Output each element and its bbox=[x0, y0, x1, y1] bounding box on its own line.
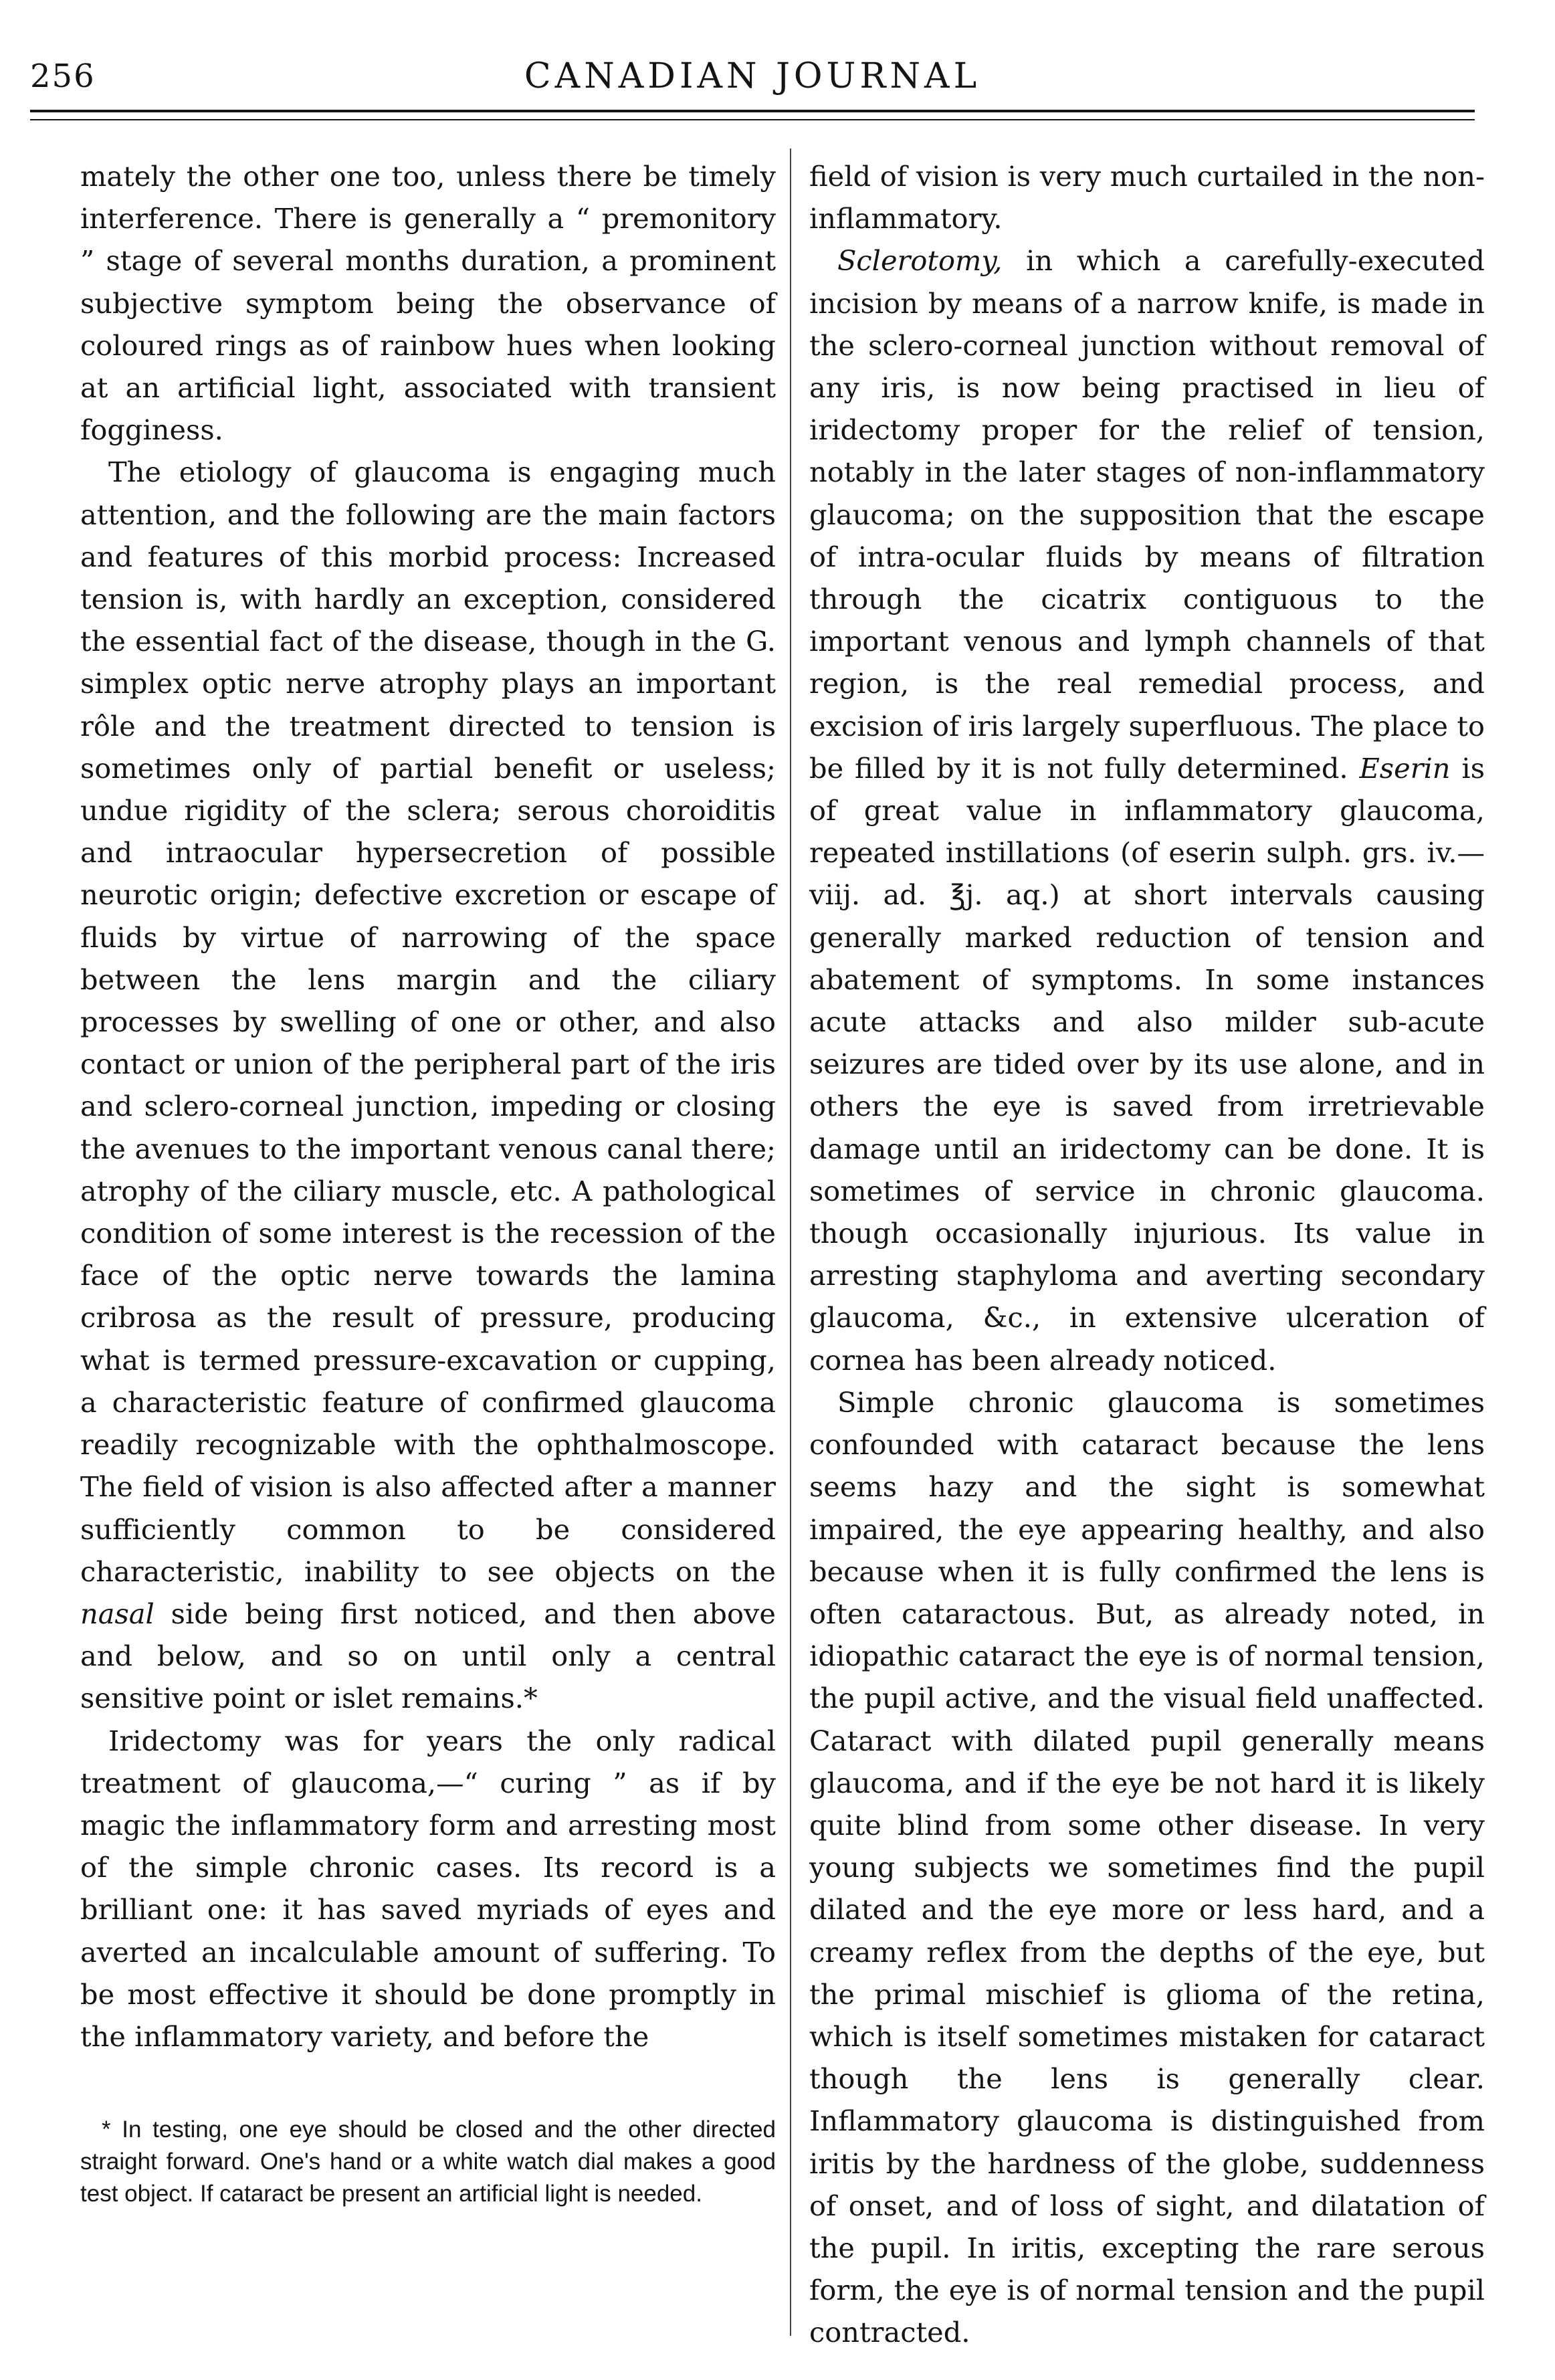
paragraph: mately the other one too, unless there be timely interference. There is generally a “ premonitory ” stage of several months duration, a prominent subjective symptom being the observance of coloured rings as of rainbow hues when looking at an artificial light, associated with transient fogginess. bbox=[80, 160, 776, 447]
paragraph-text: in which a carefully-executed incision by means of a narrow knife, is made in the sclero-corneal junction without removal of any iris, is now being practised in lieu of iridectomy proper for the relief of tension, notably in the later stages of non-inflammatory glaucoma; on the supposition that the escape of intra-ocular fluids by means of filtration through the cicatrix contiguous to the important venous and lymph channels of that region, is the real remedial process, and excision of iris largely superfluous. The place to be filled by it is not fully determined. bbox=[809, 244, 1485, 785]
paragraph-text: is of great value in inflammatory glaucoma, repeated instillations (of eserin sulph. grs. iv.—viij. ad. ℥j. aq.) at short intervals causing generally marked reduction of tension and abatement of symptoms. In some instances acute attacks and also milder sub-acute seizures are tided over by its use alone, and in others the eye is saved from irretrievable damage until an iridectomy can be done. It is sometimes of service in chronic glaucoma. though occasionally injurious. Its value in arresting staphyloma and averting secondary glaucoma, &c., in extensive ulceration of cornea has been already noticed. bbox=[809, 751, 1485, 1377]
paragraph bbox=[80, 451, 776, 1719]
emphasis-text: Sclerotomy, bbox=[837, 244, 1003, 278]
emphasis-text: nasal bbox=[80, 1597, 154, 1630]
journal-title: CANADIAN JOURNAL bbox=[524, 56, 981, 96]
paragraph: field of vision is very much curtailed in the non-inflammatory. bbox=[809, 160, 1485, 235]
emphasis-text: Eserin bbox=[1359, 751, 1451, 785]
paragraph: Iridectomy was for years the only radical treatment of glaucoma,—“ curing ” as if by magic the inflammatory form and arresting most of the simple chronic cases. Its record is a brilliant one: it has saved myriads of eyes and averted an incalculable amount of suffering. To be most effective it should be done promptly in the inflammatory variety, and before the bbox=[80, 1724, 776, 2053]
paragraph-text: The etiology of glaucoma is engaging much attention, and the following are the main factors and features of this morbid process: Increased tension is, with hardly an exception, considered the essential fact of the disease, though in the G. simplex optic nerve atrophy plays an important rôle and the treatment directed to tension is sometimes only of partial benefit or useless; undue rigidity of the sclera; serous choroiditis and intraocular hypersecretion of possible neurotic origin; defective excretion or escape of fluids by virtue of narrowing of the space between the lens margin and the ciliary processes by swelling of one or other, and also contact or union of the peripheral part of the iris and sclero-corneal junction, impeding or closing the avenues to the important venous canal there; atrophy of the ciliary muscle, etc. A pathological condition of some interest is the recession of the face of the optic nerve towards the lamina cribrosa as the result of pressure, producing what is termed pressure-excavation or cupping, a characteristic feature of confirmed glaucoma readily recognizable with the ophthalmoscope. The field of vision is also affected after a manner sufficiently common to be considered characteristic, inability to see objects on the bbox=[80, 456, 776, 1588]
left-column bbox=[80, 155, 776, 2058]
header-rule-thin bbox=[30, 119, 1475, 120]
header-rule-thick bbox=[30, 110, 1475, 112]
page-header bbox=[30, 52, 1475, 106]
paragraph bbox=[809, 239, 1485, 1381]
footnote-text: * In testing, one eye should be closed and the other directed straight forward. One's hand or a white watch dial makes a good test object. If cataract be present an artificial light is needed. bbox=[80, 2116, 776, 2207]
right-column bbox=[809, 155, 1485, 2354]
footnote bbox=[80, 2114, 776, 2210]
paragraph-text: side being first noticed, and then above and below, and so on until only a central sensitive point or islet remains.* bbox=[80, 1597, 776, 1715]
column-divider bbox=[790, 148, 791, 2336]
paragraph: Simple chronic glaucoma is sometimes confounded with cataract because the lens seems hazy and the sight is somewhat impaired, the eye appearing healthy, and also because when it is fully confirmed the lens is often cataractous. But, as already noted, in idiopathic cataract the eye is of normal tension, the pupil active, and the visual field unaffected. Cataract with dilated pupil generally means glaucoma, and if the eye be not hard it is likely quite blind from some other disease. In very young subjects we sometimes find the pupil dilated and the eye more or less hard, and a creamy reflex from the depths of the eye, but the primal mischief is glioma of the retina, which is itself sometimes mistaken for cataract though the lens is generally clear. Inflammatory glaucoma is distinguished from iritis by the hardness of the globe, suddenness of onset, and of loss of sight, and dilatation of the pupil. In iritis, excepting the rare serous form, the eye is of normal tension and the pupil contracted. bbox=[809, 1385, 1485, 2349]
page-number: 256 bbox=[30, 58, 96, 95]
